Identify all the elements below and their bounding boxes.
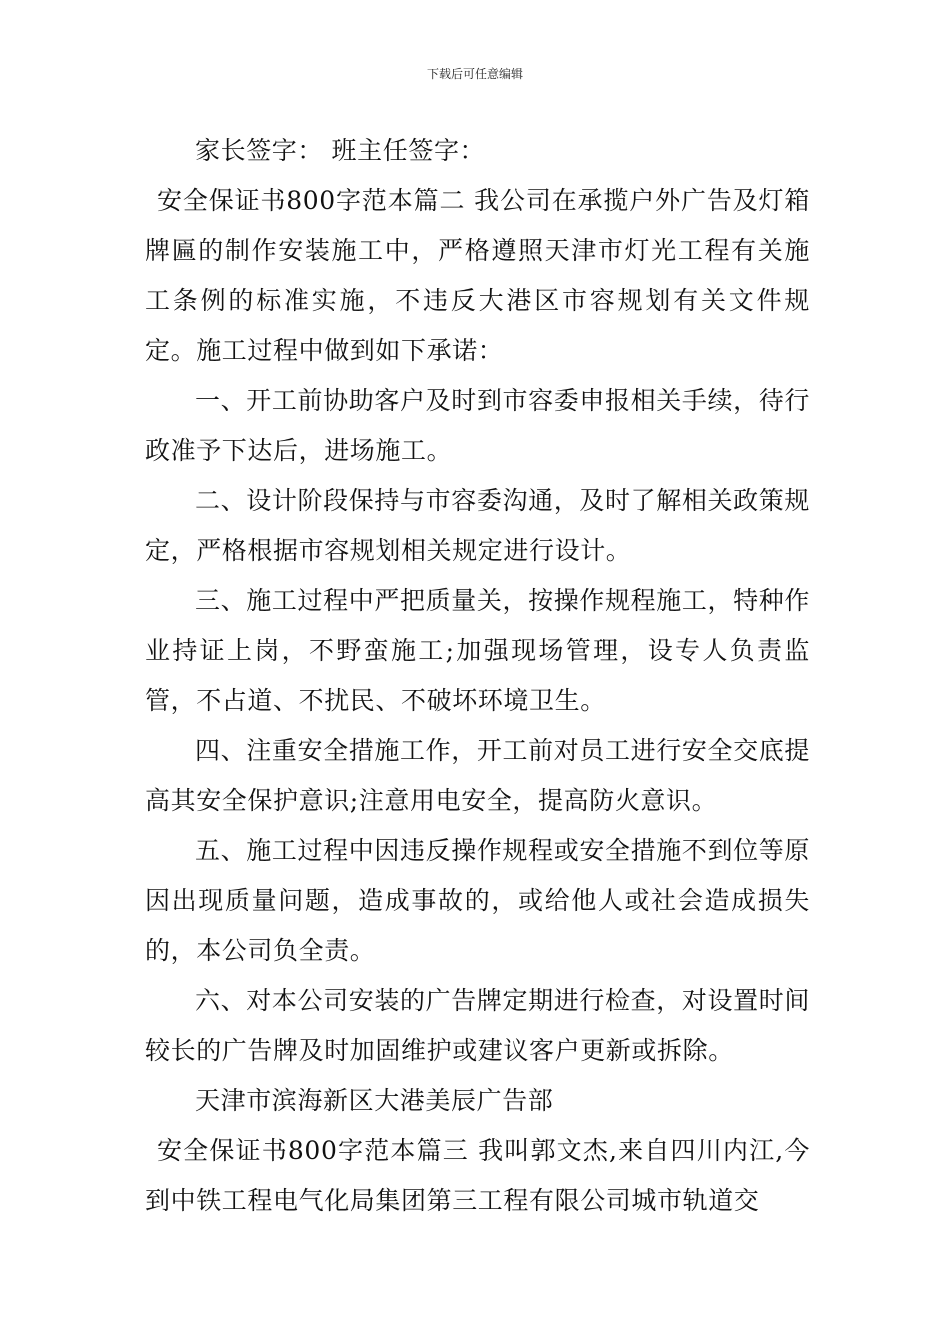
document-body [145,126,810,1226]
signature-line: 家长签字： 班主任签字： [195,136,486,165]
header-note: 下载后可任意编辑 [426,67,523,81]
commitment-item-5: 五、施工过程中因违反操作规程或安全措施不到位等原因出现质量问题，造成事故的，或给他人或社会造成损失的，本公司负全责。 [145,836,810,965]
commitment-item-3: 三、施工过程中严把质量关，按操作规程施工，特种作业持证上岗，不野蛮施工;加强现场管理，设专人负责监管，不占道、不扰民、不破坏环境卫生。 [145,586,810,715]
commitment-item-1: 一、开工前协助客户及时到市容委申报相关手续，待行政准予下达后，进场施工。 [145,386,810,465]
commitment-item-2: 二、设计阶段保持与市容委沟通，及时了解相关政策规定，严格根据市容规划相关规定进行设计。 [145,486,810,565]
section-two-paragraph: 安全保证书800字范本篇二 我公司在承揽户外广告及灯箱牌匾的制作安装施工中，严格遵照天津市灯光工程有关施工条例的标准实施，不违反大港区市容规划有关文件规定。施工过程中做到如下承诺： [145,186,810,365]
company-signature: 天津市滨海新区大港美辰广告部 [195,1086,554,1115]
commitment-item-4: 四、注重安全措施工作，开工前对员工进行安全交底提高其安全保护意识;注意用电安全，提高防火意识。 [145,736,810,815]
section-three-paragraph: 安全保证书800字范本篇三 我叫郭文杰,来自四川内江,今到中铁工程电气化局集团第三工程有限公司城市轨道交 [145,1136,810,1215]
commitment-item-6: 六、对本公司安装的广告牌定期进行检查，对设置时间较长的广告牌及时加固维护或建议客户更新或拆除。 [145,986,810,1065]
